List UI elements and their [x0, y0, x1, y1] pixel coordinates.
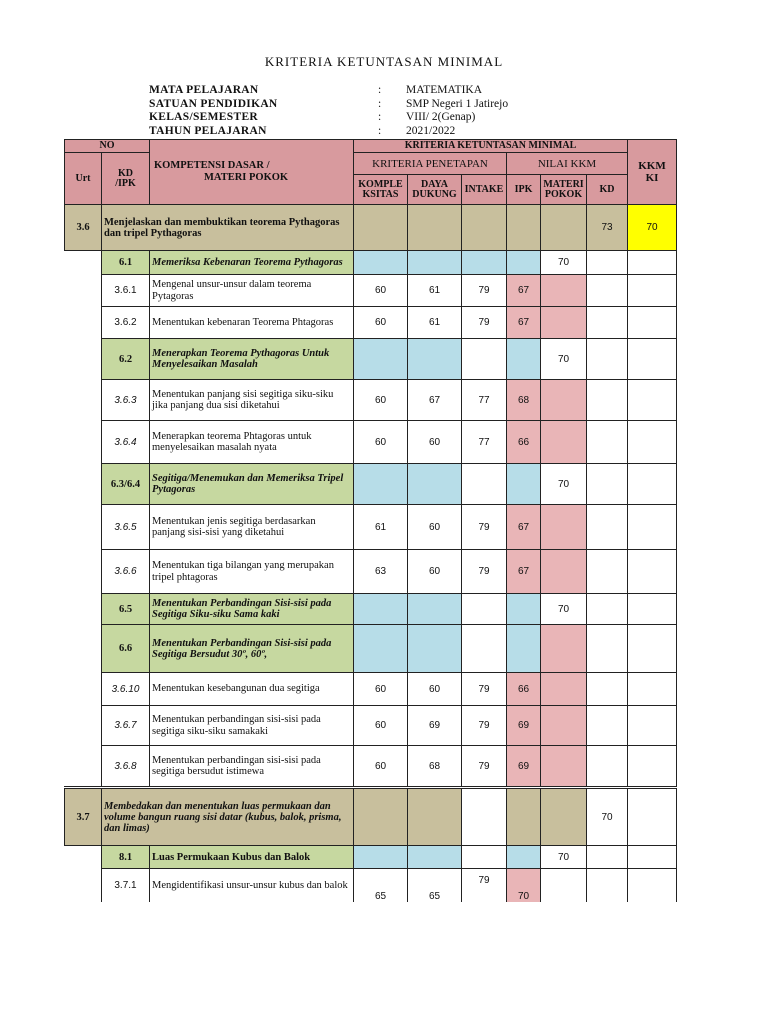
header-intake: INTAKE	[462, 175, 507, 205]
meta-colon: :	[378, 111, 382, 123]
kd-materi	[541, 205, 587, 251]
ipk-daya-dukung: 61	[408, 275, 462, 307]
materi-ipk	[507, 251, 541, 275]
materi-kompleksitas	[354, 625, 408, 673]
spacer-cell	[65, 251, 102, 275]
materi-row-6-6	[65, 625, 677, 673]
ipk-kkm-ki	[628, 673, 677, 706]
materi-row-8-1	[65, 846, 677, 869]
kd-materi	[541, 788, 587, 846]
meta-label: MATA PELAJARAN	[149, 84, 259, 96]
materi-row-6-2	[65, 339, 677, 380]
meta-kelas-semester	[149, 111, 569, 125]
ipk-row-3-6-2	[65, 307, 677, 339]
header-kriteria-penetapan: KRITERIA PENETAPAN	[354, 153, 507, 175]
ipk-intake: 79	[462, 307, 507, 339]
materi-kkm-ki	[628, 339, 677, 380]
ipk-kkm-ki	[628, 706, 677, 746]
ipk-daya-dukung: 68	[408, 746, 462, 788]
kd-ipk	[507, 788, 541, 846]
materi-kd	[587, 251, 628, 275]
ipk-kompleksitas: 65	[354, 869, 408, 902]
ipk-description: Mengidentifikasi unsur-unsur kubus dan balok	[150, 869, 354, 902]
ipk-description: Menentukan tiga bilangan yang merupakan tripel phtagoras	[150, 550, 354, 594]
ipk-materi	[541, 307, 587, 339]
kd-intake	[462, 788, 507, 846]
ipk-kd	[587, 380, 628, 421]
kd-number: 3.7	[65, 788, 102, 846]
materi-description: Memeriksa Kebenaran Teorema Pythagoras	[150, 251, 354, 275]
ipk-materi	[541, 550, 587, 594]
ipk-kkm-ki	[628, 421, 677, 464]
materi-description: Luas Permukaan Kubus dan Balok	[150, 846, 354, 869]
ipk-kompleksitas: 61	[354, 505, 408, 550]
meta-colon: :	[378, 84, 382, 96]
ipk-row-3-6-10	[65, 673, 677, 706]
ipk-number: 3.6.10	[102, 673, 150, 706]
spacer-cell	[65, 339, 102, 380]
ipk-intake: 79	[462, 505, 507, 550]
materi-kkm-ki	[628, 251, 677, 275]
ipk-number: 3.6.5	[102, 505, 150, 550]
header-ipk: IPK	[507, 175, 541, 205]
header-kompleksitas	[354, 175, 408, 205]
header-kd-ipk-line1: KD	[118, 167, 133, 179]
spacer-cell	[65, 746, 102, 788]
header-kkm-group: KRITERIA KETUNTASAN MINIMAL	[354, 140, 628, 153]
header-kkm-ki-line1: KKM	[638, 160, 666, 172]
materi-intake	[462, 251, 507, 275]
ipk-materi	[541, 706, 587, 746]
kkm-table	[64, 139, 677, 902]
kd-description: Membedakan dan menentukan luas permukaan dan volume bangun ruang sisi datar (kubus, balok, prisma, dan limas)	[102, 788, 354, 846]
kd-daya-dukung	[408, 205, 462, 251]
materi-number: 6.3/6.4	[102, 464, 150, 505]
materi-number: 6.5	[102, 594, 150, 625]
ipk-value: 66	[507, 421, 541, 464]
ipk-kd	[587, 275, 628, 307]
ipk-daya-dukung: 60	[408, 673, 462, 706]
spacer-cell	[65, 673, 102, 706]
materi-intake	[462, 464, 507, 505]
ipk-kd	[587, 421, 628, 464]
kd-description: Menjelaskan dan membuktikan teorema Pythagoras dan tripel Pythagoras	[102, 205, 354, 251]
materi-kd	[587, 464, 628, 505]
materi-daya-dukung	[408, 464, 462, 505]
materi-ipk	[507, 594, 541, 625]
ipk-row-3-6-6	[65, 550, 677, 594]
ipk-kd	[587, 869, 628, 902]
ipk-value: 67	[507, 505, 541, 550]
spacer-cell	[65, 550, 102, 594]
meta-label: TAHUN PELAJARAN	[149, 124, 267, 137]
header-materi-pokok-line1: MATERI	[543, 178, 584, 190]
kkm-ki-value: 70	[628, 205, 677, 251]
ipk-number: 3.6.3	[102, 380, 150, 421]
materi-daya-dukung	[408, 625, 462, 673]
materi-row-6-3-6-4	[65, 464, 677, 505]
ipk-value: 66	[507, 673, 541, 706]
ipk-row-3-6-1	[65, 275, 677, 307]
materi-kompleksitas	[354, 339, 408, 380]
meta-label: SATUAN PENDIDIKAN	[149, 97, 278, 110]
ipk-daya-dukung: 60	[408, 505, 462, 550]
ipk-number: 3.6.6	[102, 550, 150, 594]
header-no: NO	[65, 140, 150, 153]
spacer-cell	[65, 869, 102, 902]
materi-nilai: 70	[541, 251, 587, 275]
ipk-kompleksitas: 60	[354, 307, 408, 339]
ipk-value: 70	[507, 869, 541, 902]
materi-kd	[587, 339, 628, 380]
materi-daya-dukung	[408, 594, 462, 625]
spacer-cell	[65, 706, 102, 746]
ipk-value: 67	[507, 275, 541, 307]
kd-kompleksitas	[354, 788, 408, 846]
meta-value: SMP Negeri 1 Jatirejo	[406, 97, 509, 110]
ipk-row-3-6-8	[65, 746, 677, 788]
ipk-kkm-ki	[628, 869, 677, 902]
ipk-intake: 79	[462, 673, 507, 706]
materi-ipk	[507, 625, 541, 673]
header-kompetensi	[150, 140, 354, 205]
ipk-value: 68	[507, 380, 541, 421]
ipk-daya-dukung: 60	[408, 421, 462, 464]
meta-value: MATEMATIKA	[406, 84, 483, 96]
materi-ipk	[507, 846, 541, 869]
ipk-row-3-6-5	[65, 505, 677, 550]
ipk-daya-dukung: 60	[408, 550, 462, 594]
ipk-materi	[541, 275, 587, 307]
ipk-value: 67	[507, 307, 541, 339]
header-urt: Urt	[65, 153, 102, 205]
materi-daya-dukung	[408, 251, 462, 275]
materi-kd	[587, 846, 628, 869]
header-nilai-kkm: NILAI KKM	[507, 153, 628, 175]
header-daya-dukung	[408, 175, 462, 205]
spacer-cell	[65, 380, 102, 421]
materi-description: Menerapkan Teorema Pythagoras Untuk Menyelesaikan Masalah	[150, 339, 354, 380]
ipk-number: 3.6.4	[102, 421, 150, 464]
meta-colon: :	[378, 124, 382, 137]
ipk-description: Menerapkan teorema Phtagoras untuk menyelesaikan masalah nyata	[150, 421, 354, 464]
document-meta	[149, 84, 569, 138]
ipk-description: Menentukan kebenaran Teorema Phtagoras	[150, 307, 354, 339]
document-title: KRITERIA KETUNTASAN MINIMAL	[264, 54, 504, 69]
materi-number: 8.1	[102, 846, 150, 869]
ipk-kkm-ki	[628, 746, 677, 788]
materi-number: 6.6	[102, 625, 150, 673]
ipk-intake: 77	[462, 380, 507, 421]
ipk-daya-dukung: 67	[408, 380, 462, 421]
header-kkm-ki-line2: KI	[645, 172, 659, 184]
meta-value: VIII/ 2(Genap)	[406, 111, 476, 123]
ipk-materi	[541, 380, 587, 421]
materi-kompleksitas	[354, 594, 408, 625]
meta-tahun-pelajaran	[149, 125, 569, 139]
materi-kkm-ki	[628, 625, 677, 673]
ipk-materi	[541, 673, 587, 706]
kkm-ki-value	[628, 788, 677, 846]
ipk-description: Menentukan panjang sisi segitiga siku-siku jika panjang dua sisi diketahui	[150, 380, 354, 421]
ipk-intake: 79	[462, 869, 507, 902]
ipk-row-3-6-7	[65, 706, 677, 746]
ipk-description: Mengenal unsur-unsur dalam teorema Pytagoras	[150, 275, 354, 307]
materi-kkm-ki	[628, 594, 677, 625]
materi-number: 6.2	[102, 339, 150, 380]
materi-description: Menentukan Perbandingan Sisi-sisi pada Segitiga Siku-siku Sama kaki	[150, 594, 354, 625]
ipk-kkm-ki	[628, 505, 677, 550]
ipk-materi	[541, 746, 587, 788]
materi-intake	[462, 594, 507, 625]
materi-kkm-ki	[628, 464, 677, 505]
kd-kompleksitas	[354, 205, 408, 251]
kd-number: 3.6	[65, 205, 102, 251]
header-daya-dukung-line2: DUKUNG	[412, 188, 457, 200]
ipk-materi	[541, 869, 587, 902]
materi-ipk	[507, 339, 541, 380]
materi-kd	[587, 625, 628, 673]
materi-kkm-ki	[628, 846, 677, 869]
ipk-kd	[587, 505, 628, 550]
materi-intake	[462, 846, 507, 869]
ipk-number: 3.7.1	[102, 869, 150, 902]
materi-nilai: 70	[541, 339, 587, 380]
materi-daya-dukung	[408, 846, 462, 869]
materi-description: Segitiga/Menemukan dan Memeriksa Tripel Pytagoras	[150, 464, 354, 505]
ipk-row-3-7-1	[65, 869, 677, 902]
spacer-cell	[65, 275, 102, 307]
header-kompetensi-line2: MATERI POKOK	[204, 172, 289, 183]
ipk-kd	[587, 706, 628, 746]
meta-colon: :	[378, 97, 382, 110]
ipk-value: 69	[507, 706, 541, 746]
header-kd-ipk-line2: /IPK	[115, 177, 136, 189]
ipk-number: 3.6.7	[102, 706, 150, 746]
header-kd: KD	[587, 175, 628, 205]
materi-description: Menentukan Perbandingan Sisi-sisi pada Segitiga Bersudut 30º, 60º,	[150, 625, 354, 673]
ipk-intake: 77	[462, 421, 507, 464]
materi-kompleksitas	[354, 251, 408, 275]
header-kompleksitas-line2: KSITAS	[362, 188, 399, 200]
ipk-kompleksitas: 60	[354, 673, 408, 706]
header-materi-pokok-line2: POKOK	[544, 188, 583, 200]
materi-daya-dukung	[408, 339, 462, 380]
ipk-row-3-6-3	[65, 380, 677, 421]
materi-intake	[462, 339, 507, 380]
materi-row-6-5	[65, 594, 677, 625]
spacer-cell	[65, 625, 102, 673]
materi-nilai	[541, 625, 587, 673]
ipk-kkm-ki	[628, 550, 677, 594]
ipk-kompleksitas: 60	[354, 380, 408, 421]
kd-ipk	[507, 205, 541, 251]
spacer-cell	[65, 594, 102, 625]
materi-intake	[462, 625, 507, 673]
ipk-intake: 79	[462, 706, 507, 746]
header-kkm-ki	[628, 140, 677, 205]
kd-value: 73	[587, 205, 628, 251]
meta-value: 2021/2022	[406, 124, 456, 137]
ipk-daya-dukung: 61	[408, 307, 462, 339]
materi-nilai: 70	[541, 594, 587, 625]
meta-satuan-pendidikan	[149, 98, 569, 112]
ipk-kkm-ki	[628, 275, 677, 307]
header-daya-dukung-line1: DAYA	[420, 178, 449, 190]
header-kompetensi-line1: KOMPETENSI DASAR /	[154, 160, 270, 171]
ipk-description: Menentukan kesebangunan dua segitiga	[150, 673, 354, 706]
meta-mata-pelajaran	[149, 84, 569, 98]
ipk-kompleksitas: 60	[354, 421, 408, 464]
ipk-kkm-ki	[628, 380, 677, 421]
meta-label: KELAS/SEMESTER	[149, 111, 259, 123]
ipk-kd	[587, 550, 628, 594]
ipk-kd	[587, 746, 628, 788]
ipk-number: 3.6.1	[102, 275, 150, 307]
ipk-kompleksitas: 63	[354, 550, 408, 594]
ipk-kompleksitas: 60	[354, 275, 408, 307]
ipk-kompleksitas: 60	[354, 746, 408, 788]
header-materi-pokok	[541, 175, 587, 205]
kd-value: 70	[587, 788, 628, 846]
kd-daya-dukung	[408, 788, 462, 846]
kd-row-3-7	[65, 788, 677, 846]
spacer-cell	[65, 505, 102, 550]
ipk-intake: 79	[462, 275, 507, 307]
ipk-materi	[541, 421, 587, 464]
header-kompleksitas-line1: KOMPLE	[358, 178, 403, 190]
ipk-description: Menentukan perbandingan sisi-sisi pada segitiga siku-siku samakaki	[150, 706, 354, 746]
materi-kompleksitas	[354, 846, 408, 869]
kd-intake	[462, 205, 507, 251]
spacer-cell	[65, 421, 102, 464]
ipk-description: Menentukan perbandingan sisi-sisi pada segitiga bersudut istimewa	[150, 746, 354, 788]
spacer-cell	[65, 464, 102, 505]
ipk-value: 69	[507, 746, 541, 788]
materi-nilai: 70	[541, 464, 587, 505]
materi-ipk	[507, 464, 541, 505]
ipk-materi	[541, 505, 587, 550]
ipk-daya-dukung: 69	[408, 706, 462, 746]
ipk-kd	[587, 307, 628, 339]
spacer-cell	[65, 307, 102, 339]
ipk-row-3-6-4	[65, 421, 677, 464]
ipk-kompleksitas: 60	[354, 706, 408, 746]
materi-nilai: 70	[541, 846, 587, 869]
materi-number: 6.1	[102, 251, 150, 275]
header-kd-ipk	[102, 153, 150, 205]
ipk-intake: 79	[462, 550, 507, 594]
ipk-number: 3.6.8	[102, 746, 150, 788]
ipk-description: Menentukan jenis segitiga berdasarkan panjang sisi-sisi yang diketahui	[150, 505, 354, 550]
ipk-kd	[587, 673, 628, 706]
ipk-intake: 79	[462, 746, 507, 788]
ipk-value: 67	[507, 550, 541, 594]
materi-row-6-1	[65, 251, 677, 275]
spacer-cell	[65, 846, 102, 869]
ipk-daya-dukung: 65	[408, 869, 462, 902]
materi-kd	[587, 594, 628, 625]
materi-kompleksitas	[354, 464, 408, 505]
kd-row-3-6	[65, 205, 677, 251]
ipk-number: 3.6.2	[102, 307, 150, 339]
ipk-kkm-ki	[628, 307, 677, 339]
